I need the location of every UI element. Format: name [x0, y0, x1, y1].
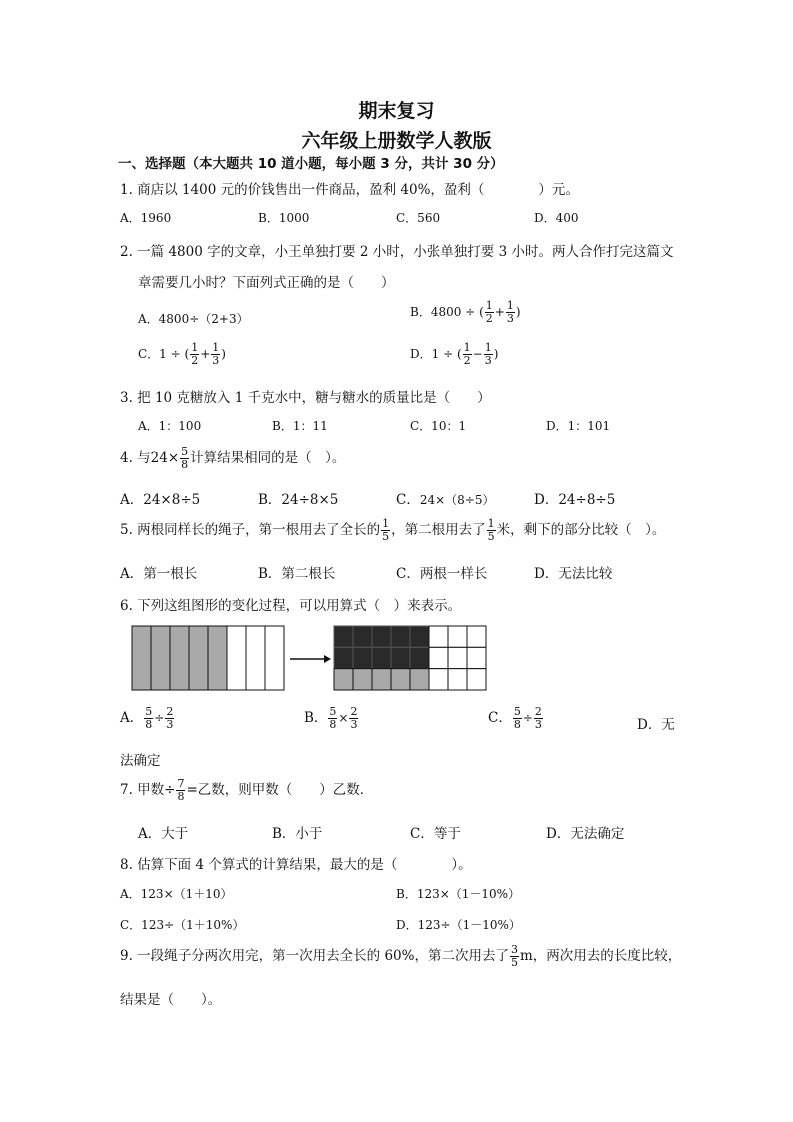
left-figure-cell — [208, 626, 227, 690]
section-heading: 一、选择题（本大题共 10 道小题，每小题 3 分，共计 30 分） — [118, 156, 504, 172]
fraction: $\frac{1}{2}$ — [463, 341, 471, 367]
q7-option-c: C．等于 — [410, 826, 461, 842]
left-figure-cell — [246, 626, 265, 690]
right-figure-cell — [353, 669, 372, 690]
question-4: 4. 与24× $\frac{5}{8}$ 计算结果相同的是（ ）。 — [120, 445, 346, 471]
right-figure-cell — [372, 669, 391, 690]
q1-option-b: B．1000 — [258, 211, 310, 225]
left-figure-cell — [132, 626, 151, 690]
right-figure-cell — [353, 647, 372, 668]
fraction: $\frac{1}{3}$ — [484, 341, 492, 367]
left-figure-cell — [227, 626, 246, 690]
q8-option-b: B．123×（1－10%） — [396, 887, 521, 901]
right-figure-cell — [410, 669, 429, 690]
right-figure-cell — [429, 647, 448, 668]
left-figure-cell — [151, 626, 170, 690]
q7-option-b: B．小于 — [272, 826, 323, 842]
right-figure-cell — [410, 647, 429, 668]
right-figure-cell — [353, 626, 372, 647]
left-figure-cell — [265, 626, 284, 690]
right-figure-cell — [334, 647, 353, 668]
right-figure-cell — [467, 647, 486, 668]
right-figure-cell — [467, 626, 486, 647]
left-figure — [132, 626, 284, 690]
fraction: $\frac{1}{3}$ — [506, 299, 514, 325]
q4-option-c: C．24×（8÷5） — [396, 492, 495, 508]
q5-option-d: D．无法比较 — [534, 566, 613, 582]
right-figure-cell — [448, 669, 467, 690]
right-figure-cell — [429, 669, 448, 690]
question-5: 5. 两根同样长的绳子，第一根用去了全长的 $\frac{1}{5}$ ，第二根用去了 $\frac{1}{5}$ 米，剩下的部分比较（ ）。 — [120, 517, 666, 543]
q4-option-a: A．24×8÷5 — [120, 492, 201, 508]
q2-option-d: D．1 ÷ ( $\frac{1}{2}$ − $\frac{1}{3}$ ) — [410, 341, 499, 367]
q3-option-c: C．10：1 — [410, 419, 467, 433]
fraction: $\frac{3}{5}$ — [510, 943, 518, 969]
fraction: $\frac{1}{2}$ — [191, 341, 199, 367]
right-figure-cell — [391, 647, 410, 668]
right-figure-cell — [334, 669, 353, 690]
q8-option-d: D．123÷（1－10%） — [396, 918, 521, 932]
q1-option-d: D．400 — [534, 211, 579, 225]
q7-option-d: D．无法确定 — [546, 826, 625, 842]
q8-option-a: A．123×（1＋10） — [120, 887, 233, 901]
question-2-line-2: 章需要几小时？下面列式正确的是（ ） — [138, 275, 395, 291]
q2-option-c-prefix: C．1 ÷ — [138, 347, 181, 361]
q5-option-b: B．第二根长 — [258, 566, 336, 582]
q4-option-d: D．24÷8÷5 — [534, 492, 616, 508]
right-figure — [334, 626, 486, 690]
question-6: 6. 下列这组图形的变化过程，可以用算式（ ）来表示。 — [120, 598, 462, 614]
right-figure-cell — [334, 626, 353, 647]
right-figure-cell — [467, 669, 486, 690]
q6-option-c: C． $\frac{5}{8}$ ÷ $\frac{2}{3}$ — [488, 705, 542, 731]
q3-option-d: D．1：101 — [546, 419, 611, 433]
fraction: $\frac{1}{5}$ — [487, 517, 495, 543]
q6-figure — [130, 624, 490, 692]
arrow-icon — [290, 655, 331, 663]
fraction: $\frac{1}{5}$ — [382, 517, 390, 543]
right-figure-cell — [448, 647, 467, 668]
right-figure-cell — [410, 626, 429, 647]
right-figure-cell — [391, 669, 410, 690]
q5-option-a: A．第一根长 — [120, 566, 198, 582]
question-9: 9. 一段绳子分两次用完，第一次用去全长的 60%，第二次用去了 $\frac{3}{5}$ m，两次用去的长度比较， — [120, 943, 682, 969]
question-9-line-2: 结果是（ ）。 — [120, 992, 222, 1008]
q2-option-c: C．1 ÷ ( $\frac{1}{2}$ + $\frac{1}{3}$ ) — [138, 341, 226, 367]
right-figure-cell — [429, 626, 448, 647]
left-figure-cell — [170, 626, 189, 690]
q2-option-d-prefix: D．1 ÷ — [410, 347, 454, 361]
fraction: $\frac{1}{3}$ — [212, 341, 220, 367]
q1-option-a: A．1960 — [120, 211, 172, 225]
left-figure-cell — [189, 626, 208, 690]
q6-option-d-continued: 法确定 — [120, 753, 161, 769]
right-figure-cell — [372, 647, 391, 668]
q7-option-a: A．大于 — [138, 826, 189, 842]
page-subtitle: 六年级上册数学人教版 — [301, 130, 492, 152]
q6-option-b: B． $\frac{5}{8}$ × $\frac{2}{3}$ — [304, 705, 358, 731]
q2-option-b: B．4800 ÷ ( $\frac{1}{2}$ + $\frac{1}{3}$ ) — [410, 299, 521, 325]
question-2-line-1: 2. 一篇 4800 字的文章，小王单独打要 2 小时，小张单独打要 3 小时。两人合作打完这篇文 — [120, 244, 674, 260]
q2-option-b-prefix: B．4800 ÷ — [410, 305, 476, 319]
q1-option-c: C．560 — [396, 211, 441, 225]
fraction: $\frac{5}{8}$ — [181, 445, 189, 471]
question-8: 8. 估算下面 4 个算式的计算结果，最大的是（ ）。 — [120, 857, 472, 873]
q6-option-a: A． $\frac{5}{8}$ ÷ $\frac{2}{3}$ — [120, 705, 174, 731]
q6-option-d: D．无 — [637, 717, 675, 733]
q5-option-c: C．两根一样长 — [396, 566, 488, 582]
fraction: $\frac{7}{8}$ — [177, 777, 185, 803]
q3-option-a: A．1：100 — [138, 419, 202, 433]
question-3: 3. 把 10 克糖放入 1 千克水中，糖与糖水的质量比是（ ） — [120, 390, 491, 406]
q2-option-a: A．4800÷（2+3） — [138, 312, 249, 326]
fraction: $\frac{1}{2}$ — [485, 299, 493, 325]
question-7: 7. 甲数÷ $\frac{7}{8}$ =乙数，则甲数（ ）乙数． — [120, 777, 374, 803]
q8-option-c: C．123÷（1＋10%） — [120, 918, 245, 932]
right-figure-cell — [372, 626, 391, 647]
question-1: 1. 商店以 1400 元的价钱售出一件商品，盈利 40%，盈利（ ）元。 — [120, 182, 579, 198]
page-title: 期末复习 — [358, 100, 435, 122]
q4-option-b: B．24÷8×5 — [258, 492, 339, 508]
q3-option-b: B．1：11 — [272, 419, 328, 433]
right-figure-cell — [391, 626, 410, 647]
right-figure-cell — [448, 626, 467, 647]
